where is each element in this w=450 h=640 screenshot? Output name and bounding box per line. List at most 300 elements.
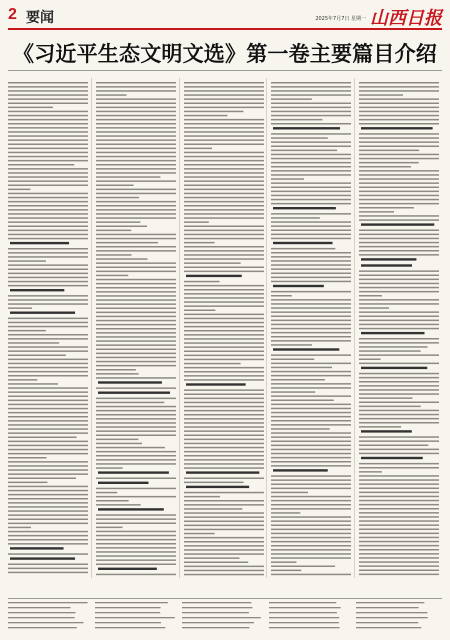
subheading-line <box>273 242 333 244</box>
footer-text-line <box>8 622 83 623</box>
text-line <box>359 141 439 143</box>
text-line <box>8 412 88 414</box>
text-line <box>184 478 264 480</box>
text-line <box>96 398 176 400</box>
text-line <box>184 310 215 312</box>
text-line <box>8 553 88 555</box>
subheading-line <box>186 383 246 385</box>
text-line <box>359 561 439 563</box>
text-line <box>359 191 439 193</box>
text-line <box>96 387 176 389</box>
footer-text-line <box>356 602 424 603</box>
text-line <box>8 197 88 199</box>
text-line <box>359 508 439 510</box>
text-line <box>184 318 264 320</box>
text-line <box>359 203 439 205</box>
text-line <box>184 119 264 121</box>
text-line <box>271 94 351 96</box>
subheading-line <box>361 258 416 260</box>
text-line <box>359 496 439 498</box>
text-line <box>8 420 88 422</box>
text-line <box>359 338 439 340</box>
text-line <box>8 453 88 455</box>
text-line <box>8 375 88 377</box>
text-line <box>8 119 88 121</box>
text-line <box>96 164 176 166</box>
text-line <box>359 373 439 375</box>
text-line <box>184 180 264 182</box>
text-line <box>359 270 439 272</box>
text-line <box>96 439 138 441</box>
text-line <box>96 551 176 553</box>
text-line <box>271 119 322 121</box>
footer-text-line <box>269 627 340 628</box>
text-line <box>96 197 139 199</box>
footer-text-line <box>8 612 76 613</box>
footer-text-line <box>95 617 175 618</box>
text-line <box>359 254 439 256</box>
text-line <box>8 111 88 113</box>
text-line <box>96 238 176 240</box>
text-line <box>8 127 88 129</box>
text-line <box>184 496 220 498</box>
text-line <box>184 557 240 559</box>
text-line <box>96 353 176 355</box>
text-line <box>271 496 351 498</box>
text-line <box>184 367 264 369</box>
text-line <box>184 221 209 223</box>
text-line <box>359 234 439 236</box>
text-line <box>359 250 439 252</box>
text-line <box>96 447 165 449</box>
text-line <box>96 86 176 88</box>
text-line <box>184 463 264 465</box>
text-line <box>96 340 176 342</box>
text-line <box>271 428 330 430</box>
text-line <box>359 445 428 447</box>
text-line <box>359 287 439 289</box>
text-line <box>359 98 439 100</box>
subheading-line <box>361 264 412 266</box>
text-line <box>184 301 264 303</box>
footer-text-line <box>269 622 339 623</box>
footer-text-line <box>95 607 161 608</box>
text-line <box>184 342 264 344</box>
subheading-line <box>186 471 259 473</box>
footer-text-line <box>182 622 254 623</box>
text-line <box>96 357 176 359</box>
text-line <box>96 90 176 92</box>
text-line <box>184 131 264 133</box>
text-line <box>271 516 351 518</box>
text-line <box>271 328 351 330</box>
text-line <box>271 103 351 105</box>
text-line <box>184 570 264 572</box>
text-line <box>184 455 264 457</box>
text-line <box>359 520 439 522</box>
text-line <box>8 205 88 207</box>
text-line <box>359 406 421 408</box>
text-line <box>96 328 176 330</box>
subheading-line <box>98 508 164 510</box>
text-line <box>8 103 88 105</box>
text-line <box>271 158 351 160</box>
text-line <box>184 525 264 527</box>
text-line <box>184 375 264 377</box>
text-line <box>8 277 88 279</box>
text-line <box>8 486 88 488</box>
text-line <box>359 346 427 348</box>
text-line <box>96 324 176 326</box>
text-line <box>8 234 88 236</box>
text-line <box>8 135 88 137</box>
text-line <box>96 234 176 236</box>
text-line <box>8 209 88 211</box>
text-line <box>359 162 419 164</box>
text-line <box>8 527 31 529</box>
text-line <box>184 172 264 174</box>
text-line <box>8 86 88 88</box>
footer-text-line <box>8 607 70 608</box>
text-line <box>359 119 439 121</box>
text-line <box>8 338 88 340</box>
text-line <box>271 375 351 377</box>
text-line <box>271 98 312 100</box>
text-line <box>359 402 439 404</box>
text-line <box>8 473 88 475</box>
text-line <box>359 154 439 156</box>
text-line <box>96 467 123 469</box>
text-line <box>359 479 439 481</box>
text-line <box>359 174 439 176</box>
text-line <box>359 529 439 531</box>
text-line <box>184 553 264 555</box>
text-line <box>8 94 88 96</box>
text-line <box>271 170 351 172</box>
text-line <box>96 332 176 334</box>
text-line <box>8 176 88 178</box>
text-line <box>184 258 264 260</box>
text-line <box>184 197 264 199</box>
footer-text-line <box>182 617 261 618</box>
text-line <box>184 185 264 187</box>
text-line <box>184 250 264 252</box>
text-line <box>96 98 176 100</box>
subheading-line <box>361 332 424 334</box>
text-line <box>184 459 264 461</box>
text-line <box>184 359 264 361</box>
text-line <box>271 146 351 148</box>
text-line <box>359 242 439 244</box>
text-line <box>271 432 351 434</box>
text-line <box>8 318 88 320</box>
text-line <box>271 123 351 125</box>
text-line <box>359 311 439 313</box>
article-body <box>8 78 442 578</box>
text-line <box>8 285 88 287</box>
footer-text-line <box>182 602 251 603</box>
text-line <box>271 273 351 275</box>
text-line <box>271 234 351 236</box>
text-line <box>184 435 264 437</box>
text-line <box>359 178 439 180</box>
text-line <box>8 498 88 500</box>
text-line <box>8 383 58 385</box>
publication-date: 2025年7月7日 星期一 <box>315 16 366 22</box>
text-line <box>184 406 264 408</box>
text-line <box>96 262 176 264</box>
text-line <box>359 483 439 485</box>
text-line <box>96 422 176 424</box>
text-line <box>359 230 439 232</box>
text-line <box>8 449 88 451</box>
text-line <box>8 168 88 170</box>
headline: 《习近平生态文明文选》第一卷主要篇目介绍 <box>13 41 437 66</box>
text-line <box>271 336 351 338</box>
text-line <box>271 492 308 494</box>
text-line <box>96 361 176 363</box>
text-line <box>271 484 351 486</box>
text-line <box>271 320 351 322</box>
text-line <box>184 271 264 273</box>
text-line <box>96 564 176 566</box>
text-line <box>184 545 264 547</box>
text-line <box>271 412 351 414</box>
text-line <box>359 377 439 379</box>
text-line <box>184 176 264 178</box>
section-name: 要闻 <box>26 10 54 26</box>
text-line <box>359 504 439 506</box>
text-line <box>359 516 439 518</box>
text-line <box>8 564 88 566</box>
text-line <box>271 230 351 232</box>
text-line <box>8 307 32 309</box>
text-line <box>184 422 264 424</box>
text-line <box>359 219 439 221</box>
text-line <box>271 445 351 447</box>
text-line <box>184 285 264 287</box>
text-line <box>359 111 439 113</box>
text-line <box>359 291 439 293</box>
text-line <box>271 537 351 539</box>
text-line <box>8 172 88 174</box>
text-line <box>271 574 351 576</box>
text-line <box>359 363 439 365</box>
text-line <box>271 512 300 514</box>
text-line <box>271 133 351 135</box>
text-line <box>8 180 88 182</box>
text-line <box>96 463 176 465</box>
text-line <box>271 174 351 176</box>
text-line <box>8 160 88 162</box>
text-line <box>359 533 439 535</box>
text-line <box>96 226 147 228</box>
subheading-line <box>361 127 433 129</box>
text-line <box>8 445 88 447</box>
text-line <box>8 408 88 410</box>
text-line <box>8 90 88 92</box>
text-line <box>184 230 264 232</box>
text-lines <box>184 78 268 578</box>
headline-divider <box>8 70 442 71</box>
text-line <box>359 94 403 96</box>
text-line <box>359 307 389 309</box>
text-line <box>359 570 439 572</box>
text-line <box>359 426 401 428</box>
text-line <box>96 279 176 281</box>
text-line <box>8 185 88 187</box>
text-line <box>8 379 37 381</box>
text-line <box>96 152 176 154</box>
text-line <box>271 436 351 438</box>
text-line <box>359 500 439 502</box>
text-line <box>359 211 394 213</box>
text-line <box>271 248 335 250</box>
text-line <box>359 512 439 514</box>
text-line <box>271 525 351 527</box>
text-line <box>96 344 176 346</box>
footer-text-line <box>269 617 339 618</box>
article-column-1 <box>8 78 92 578</box>
text-line <box>8 213 88 215</box>
footer-text-line <box>182 627 249 628</box>
subheading-line <box>186 275 242 277</box>
text-line <box>96 205 176 207</box>
footer-text-line <box>95 612 160 613</box>
text-line <box>96 287 176 289</box>
text-line <box>96 320 176 322</box>
text-line <box>271 566 335 568</box>
text-line <box>184 267 264 269</box>
text-line <box>96 369 136 371</box>
text-line <box>96 295 176 297</box>
text-line <box>184 148 212 150</box>
text-line <box>359 150 419 152</box>
text-line <box>271 557 351 559</box>
text-line <box>96 201 176 203</box>
text-line <box>8 248 88 250</box>
text-line <box>96 574 176 576</box>
text-line <box>8 519 88 521</box>
text-line <box>271 324 351 326</box>
text-line <box>271 416 351 418</box>
text-line <box>8 115 88 117</box>
text-line <box>96 160 176 162</box>
text-line <box>359 279 439 281</box>
text-line <box>96 119 176 121</box>
text-line <box>96 127 176 129</box>
text-line <box>8 226 88 228</box>
text-line <box>271 387 351 389</box>
subheading-line <box>273 127 340 129</box>
text-line <box>8 281 88 283</box>
text-line <box>96 535 176 537</box>
text-line <box>8 506 88 508</box>
text-line <box>96 144 176 146</box>
text-line <box>8 346 88 348</box>
footer-text-line <box>356 612 427 613</box>
text-line <box>8 330 46 332</box>
text-line <box>271 461 351 463</box>
text-line <box>96 258 148 260</box>
text-line <box>184 168 264 170</box>
text-line <box>184 541 264 543</box>
text-line <box>271 195 351 197</box>
text-line <box>96 451 176 453</box>
text-line <box>96 435 176 437</box>
text-line <box>359 541 439 543</box>
text-line <box>184 521 264 523</box>
text-line <box>359 545 439 547</box>
text-line <box>184 443 264 445</box>
text-lines <box>271 78 355 578</box>
text-line <box>271 371 351 373</box>
text-line <box>359 107 439 109</box>
text-line <box>8 391 88 393</box>
text-line <box>8 193 88 195</box>
text-line <box>184 389 264 391</box>
text-line <box>271 295 292 297</box>
text-line <box>271 340 351 342</box>
article-column-5 <box>359 78 442 578</box>
text-line <box>271 465 351 467</box>
text-line <box>96 523 176 525</box>
text-line <box>271 111 351 113</box>
text-line <box>184 447 264 449</box>
text-line <box>8 424 88 426</box>
text-line <box>359 320 439 322</box>
text-line <box>271 191 351 193</box>
text-line <box>96 308 176 310</box>
text-line <box>184 467 264 469</box>
footer-text-line <box>356 607 419 608</box>
text-line <box>184 482 244 484</box>
text-line <box>96 365 176 367</box>
text-line <box>184 398 264 400</box>
footer-text-line <box>95 602 168 603</box>
text-line <box>8 387 88 389</box>
text-line <box>8 535 88 537</box>
text-line <box>96 82 176 84</box>
text-line <box>184 346 264 348</box>
text-line <box>184 139 264 141</box>
text-line <box>8 189 30 191</box>
text-line <box>359 166 411 168</box>
text-line <box>96 156 176 158</box>
text-line <box>271 311 351 313</box>
text-line <box>359 187 439 189</box>
text-line <box>271 150 337 152</box>
page-number: 2 <box>8 6 17 23</box>
text-line <box>96 131 176 133</box>
text-line <box>271 137 328 139</box>
text-line <box>271 141 351 143</box>
text-line <box>96 246 176 248</box>
text-line <box>184 205 264 207</box>
text-line <box>8 355 66 357</box>
text-line <box>8 123 88 125</box>
text-line <box>184 363 241 365</box>
text-line <box>184 394 264 396</box>
text-line <box>359 414 439 416</box>
text-line <box>96 478 176 480</box>
text-line <box>271 441 351 443</box>
text-line <box>359 574 439 576</box>
footer-text-line <box>95 622 161 623</box>
text-line <box>184 213 264 215</box>
text-line <box>359 199 439 201</box>
subheading-line <box>10 547 64 549</box>
